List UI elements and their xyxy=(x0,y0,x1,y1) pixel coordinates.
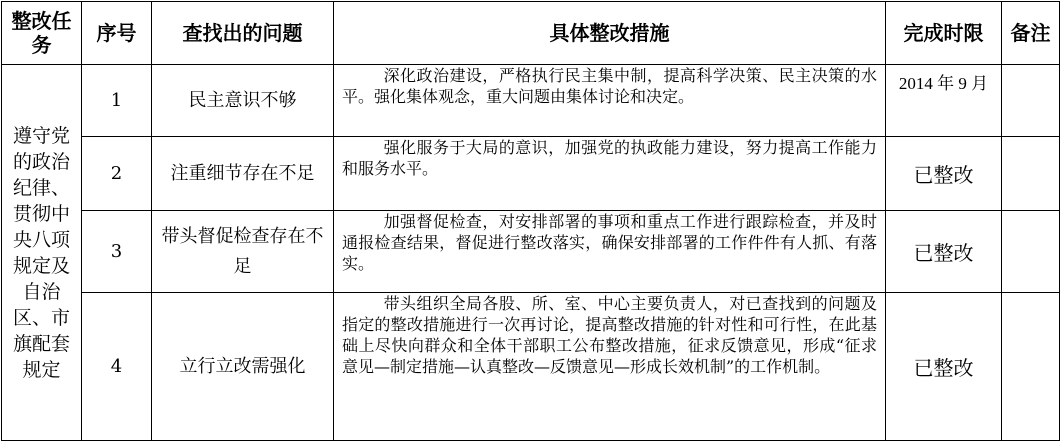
header-problem: 查找出的问题 xyxy=(152,2,334,65)
note-cell xyxy=(1002,211,1060,293)
task-cell: 遵守党的政治纪律、贯彻中央八项规定及自治区、市旗配套规定 xyxy=(2,65,82,441)
measure-cell: 深化政治建设，严格执行民主集中制，提高科学决策、民主决策的水平。强化集体观念，重大问题由集体讨论和决定。 xyxy=(334,65,886,137)
table-row xyxy=(2,211,1060,293)
measure-cell: 强化服务于大局的意识，加强党的执政能力建设，努力提高工作能力和服务水平。 xyxy=(334,137,886,211)
rectification-table xyxy=(1,1,1060,441)
seq-cell: 2 xyxy=(82,137,152,211)
seq-cell: 1 xyxy=(82,65,152,137)
problem-cell: 带头督促检查存在不足 xyxy=(152,211,334,293)
note-cell xyxy=(1002,137,1060,211)
header-task: 整改任务 xyxy=(2,2,82,65)
problem-cell: 立行立改需强化 xyxy=(152,293,334,441)
seq-cell: 4 xyxy=(82,293,152,441)
table-row xyxy=(2,137,1060,211)
problem-cell: 注重细节存在不足 xyxy=(152,137,334,211)
header-deadline: 完成时限 xyxy=(886,2,1002,65)
table-row xyxy=(2,65,1060,137)
problem-cell: 民主意识不够 xyxy=(152,65,334,137)
deadline-cell: 2014 年 9 月 xyxy=(886,65,1002,137)
measure-cell: 带头组织全局各股、所、室、中心主要负责人，对已查找到的问题及指定的整改措施进行一次再讨论，提高整改措施的针对性和可行性，在此基础上尽快向群众和全体干部职工公布整改措施，征求反馈意见，形成“征求意见—制定措施—认真整改—反馈意见—形成长效机制”的工作机制。 xyxy=(334,293,886,441)
header-note: 备注 xyxy=(1002,2,1060,65)
deadline-cell: 已整改 xyxy=(886,137,1002,211)
deadline-cell: 已整改 xyxy=(886,293,1002,441)
table-row xyxy=(2,293,1060,441)
deadline-cell: 已整改 xyxy=(886,211,1002,293)
seq-cell: 3 xyxy=(82,211,152,293)
measure-cell: 加强督促检查，对安排部署的事项和重点工作进行跟踪检查，并及时通报检查结果，督促进行整改落实，确保安排部署的工作件件有人抓、有落实。 xyxy=(334,211,886,293)
header-row xyxy=(2,2,1060,65)
header-seq: 序号 xyxy=(82,2,152,65)
note-cell xyxy=(1002,293,1060,441)
note-cell xyxy=(1002,65,1060,137)
header-measure: 具体整改措施 xyxy=(334,2,886,65)
